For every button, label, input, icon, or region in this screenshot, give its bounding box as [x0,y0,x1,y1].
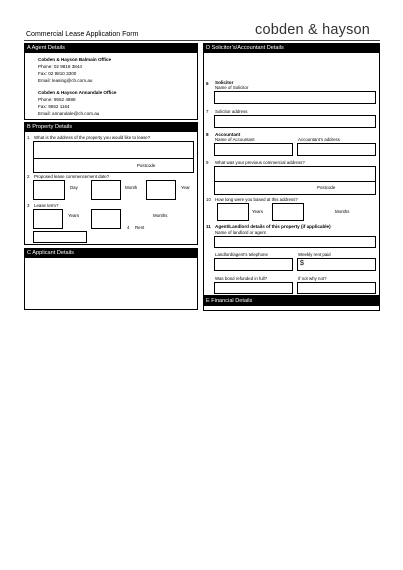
accountant-name-label: Name of Accountant [215,137,255,142]
brand-logo: cobden & hayson [255,22,371,38]
q4-number: 4 [127,225,130,230]
q2-label: Proposed lease commencement date? [34,174,110,179]
annandale-office-details [38,89,116,117]
q11-number: 11 [206,224,211,229]
balmain-office-details [38,56,111,84]
office-fax: Fax: 02 9810 3300 [38,71,77,77]
commencement-month-field[interactable] [91,180,121,200]
q6-number: 6 [206,81,209,86]
weekly-rent-field[interactable] [297,258,376,271]
why-not-label: If not why not? [298,276,327,281]
accountant-address-label: Accountant’s address [298,137,340,142]
office-fax: Fax: 9552 1164 [38,104,70,110]
time-at-address-years-field[interactable] [217,203,249,221]
q6-title: Solicitor [215,80,234,85]
weekly-rent-label: Weekly rent paid [298,252,331,257]
why-not-field[interactable] [297,282,376,294]
q8-number: 8 [206,132,209,137]
accountant-name-field[interactable] [214,143,293,156]
office-name: Cobden & Hayson Balmain Office [38,57,112,62]
office-email: Email: leasing@ch.com.au [38,78,93,84]
lease-term-months-field[interactable] [91,209,121,229]
section-a-heading: A Agent Details [24,43,198,53]
dollar-sign: $ [300,260,304,267]
section-c-panel [24,258,198,310]
q11-title: Agent/Landlord details of this property (if applicable) [215,224,331,229]
accountant-address-field[interactable] [297,143,376,156]
year-label: Year [181,185,190,190]
q7-label: Solicitor address [215,109,248,114]
years-label: Years [252,209,264,214]
day-label: Day [70,185,78,190]
q3-number: 3 [27,203,30,208]
q9-postcode-label: Postcode [317,185,336,190]
bond-refund-field[interactable] [214,282,293,294]
office-phone: Phone: 9552 4888 [38,97,76,103]
lease-term-years-field[interactable] [33,209,63,229]
solicitor-name-field[interactable] [214,91,376,104]
commencement-year-field[interactable] [146,180,176,200]
q7-number: 7 [206,109,209,114]
q1-postcode-label: Postcode [137,163,156,168]
q9-label: What was your previous commercial address? [215,160,305,165]
q4-label: Rent [135,225,145,230]
section-c-heading: C Applicant Details [24,248,198,258]
q10-label: How long were you based at this address? [215,197,298,202]
years-label: Years [68,213,80,218]
landlord-name-label: Name of landlord or agent [215,230,266,235]
landlord-name-field[interactable] [214,236,376,248]
months-label: Months [153,213,168,218]
section-e-panel [203,306,380,311]
office-phone: Phone: 02 9818 3844 [38,64,82,70]
q2-number: 2 [27,174,30,179]
time-at-address-months-field[interactable] [272,203,304,221]
commencement-day-field[interactable] [33,180,65,200]
q1-number: 1 [27,135,30,140]
bond-refund-label: Was bond refunded in full? [215,276,268,281]
landlord-phone-field[interactable] [214,258,293,271]
previous-address-divider [214,181,376,182]
solicitor-address-field[interactable] [214,115,376,128]
form-title: Commercial Lease Application Form [26,31,139,38]
q8-title: Accountant [215,132,241,137]
q9-number: 9 [206,160,209,165]
month-label: Month [125,185,138,190]
q10-number: 10 [206,197,211,202]
section-b-heading: B Property Details [24,122,198,132]
office-name: Cobden & Hayson Annandale Office [38,90,117,95]
property-address-field[interactable] [33,141,194,173]
section-e-heading: E Financial Details [203,296,380,306]
q6-label: Name of Solicitor [215,85,249,90]
address-divider [33,158,194,159]
office-email: Email: annandale@ch.com.au [38,111,100,117]
header-divider [24,40,380,41]
months-label: Months [335,209,350,214]
rent-field[interactable] [33,231,87,243]
q3-label: Lease term? [34,203,59,208]
section-d-heading: D Solicitor’s/Accountant Details [203,43,380,53]
q1-label: What is the address of the property you would like to lease? [34,135,151,140]
landlord-phone-label: Landlord/agent’s telephone [215,252,268,257]
